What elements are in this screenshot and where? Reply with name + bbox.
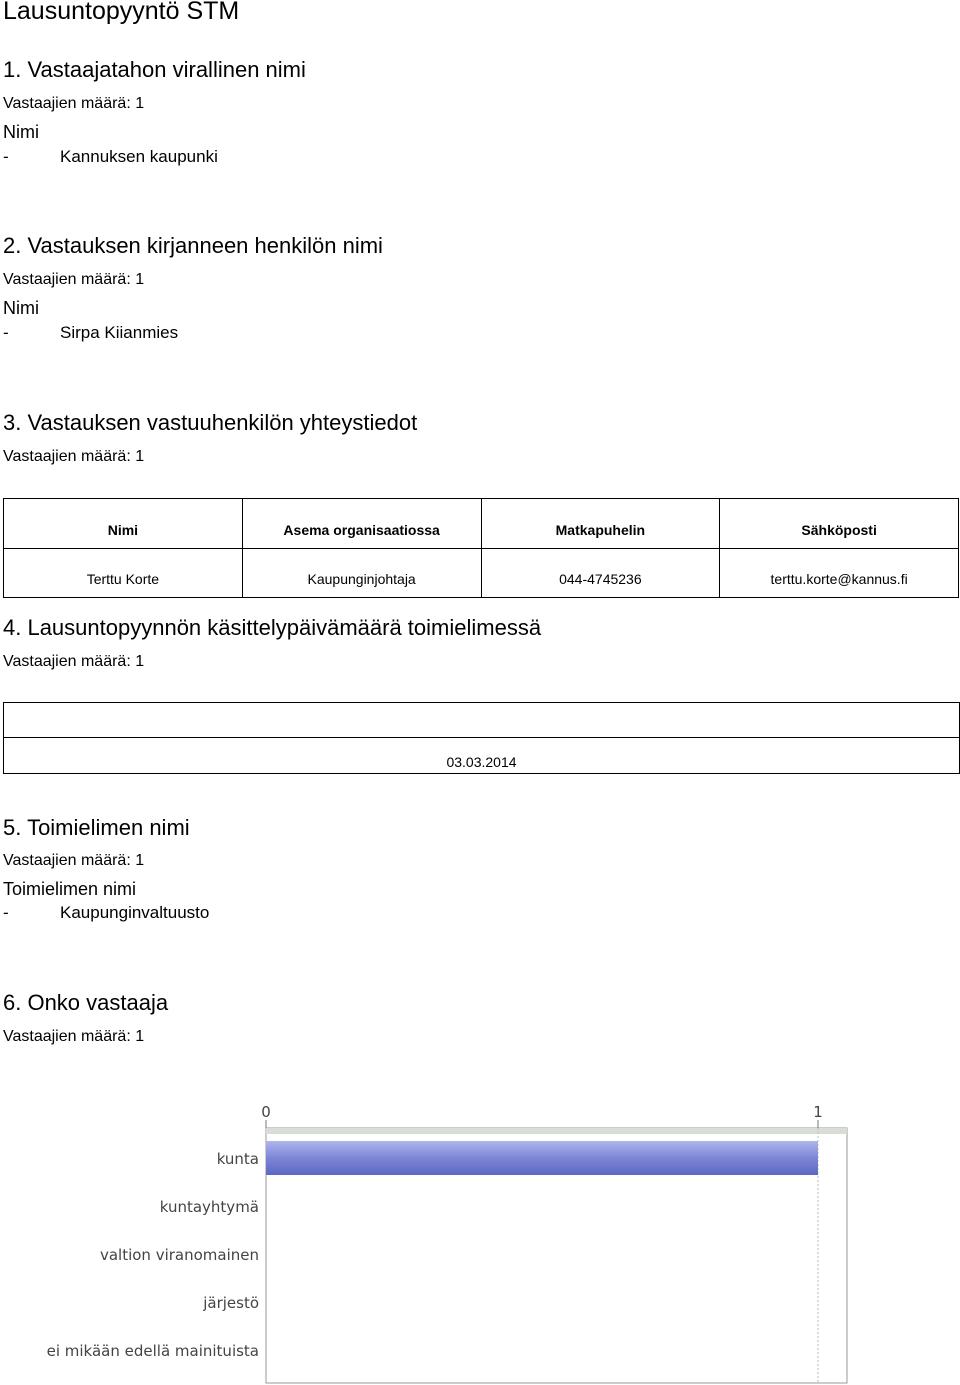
question-6-title: 6. Onko vastaaja: [3, 990, 169, 1015]
cell-name: Terttu Korte: [4, 549, 243, 598]
chart-x-tick-label: 0: [261, 1103, 271, 1121]
question-1-title: 1. Vastaajatahon virallinen nimi: [3, 57, 306, 82]
question-1-respondent-count: Vastaajien määrä: 1: [3, 95, 145, 112]
question-1-field-label: Nimi: [3, 122, 39, 142]
header-mobile: Matkapuhelin: [481, 499, 720, 549]
table-row: [4, 549, 959, 598]
question-2-respondent-count: Vastaajien määrä: 1: [3, 271, 145, 288]
cell-mobile: 044-4745236: [481, 549, 720, 598]
date-table: [3, 702, 960, 774]
question-3-respondent-count: Vastaajien määrä: 1: [3, 448, 145, 465]
chart-category-label: järjestö: [203, 1294, 259, 1312]
question-2-field-label: Nimi: [3, 298, 39, 318]
question-5-title: 5. Toimielimen nimi: [3, 815, 190, 840]
chart-category-label: ei mikään edellä mainituista: [46, 1342, 259, 1360]
header-name: Nimi: [4, 499, 243, 549]
cell-email: terttu.korte@kannus.fi: [720, 549, 959, 598]
contact-table: [3, 498, 959, 598]
question-1-answer-dash: -: [3, 147, 9, 166]
question-2-title: 2. Vastauksen kirjanneen henkilön nimi: [3, 233, 383, 258]
question-5-respondent-count: Vastaajien määrä: 1: [3, 852, 145, 869]
question-2-answer-dash: -: [3, 323, 9, 342]
chart-x-tick-label: 1: [813, 1103, 823, 1121]
chart-category-label: kuntayhtymä: [159, 1198, 259, 1216]
question-5-answer: Kaupunginvaltuusto: [60, 903, 210, 922]
question-4-title: 4. Lausuntopyynnön käsittelypäivämäärä toimielimessä: [3, 615, 542, 640]
header-email: Sähköposti: [720, 499, 959, 549]
chart-category-label: valtion viranomainen: [99, 1246, 259, 1264]
contact-table-header: [4, 499, 959, 549]
question-4-respondent-count: Vastaajien määrä: 1: [3, 653, 145, 670]
chart-bar: [266, 1141, 818, 1175]
date-value: 03.03.2014: [446, 754, 517, 770]
respondent-type-bar-chart: [0, 1090, 960, 1385]
chart-category-label: kunta: [216, 1150, 259, 1168]
question-5-field-label: Toimielimen nimi: [3, 879, 137, 899]
question-2-answer: Sirpa Kiianmies: [60, 323, 179, 342]
question-5-answer-dash: -: [3, 903, 9, 922]
page-title: Lausuntopyyntö STM: [3, 0, 240, 25]
question-1-answer: Kannuksen kaupunki: [60, 147, 218, 166]
chart-top-band: [266, 1128, 847, 1134]
header-position: Asema organisaatiossa: [242, 499, 481, 549]
question-6-respondent-count: Vastaajien määrä: 1: [3, 1028, 145, 1045]
date-table-header: [4, 703, 959, 738]
question-3-title: 3. Vastauksen vastuuhenkilön yhteystiedot: [3, 410, 418, 435]
cell-position: Kaupunginjohtaja: [242, 549, 481, 598]
